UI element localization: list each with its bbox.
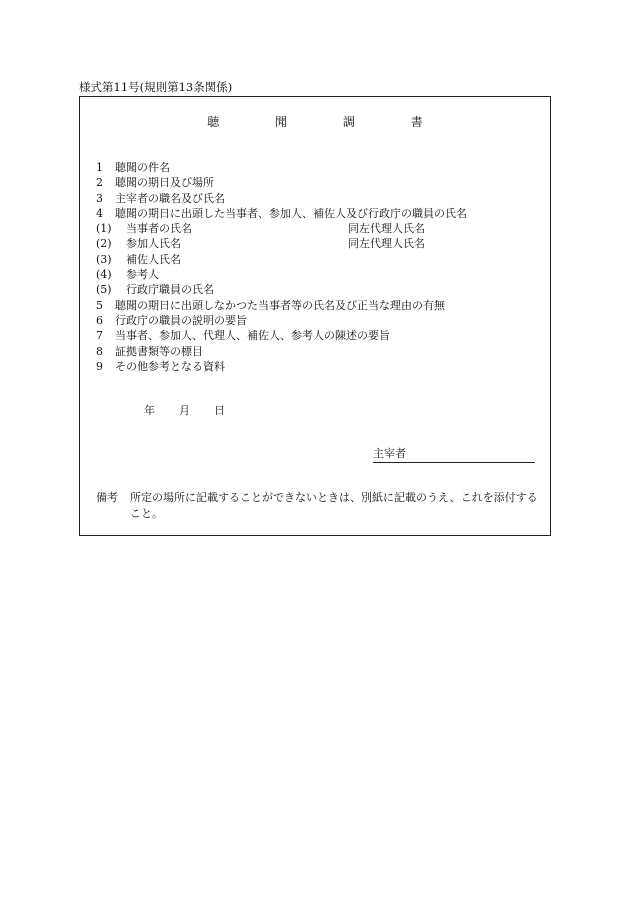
list-item — [96, 359, 546, 374]
month-label: 月 — [179, 404, 190, 417]
item-text: 聴聞の件名 — [115, 161, 170, 174]
representative-label: 同左代理人氏名 — [348, 237, 425, 251]
item-number: 3 — [96, 191, 103, 205]
sub-list-item — [96, 267, 546, 282]
form-number-label: 様式第11号(規則第13条関係) — [79, 80, 233, 94]
sub-item-number: (1) — [96, 222, 112, 236]
hearing-record-form — [79, 96, 551, 536]
item-number: 1 — [96, 161, 103, 174]
item-text: 証拠書類等の標目 — [115, 344, 203, 358]
presider-signature-line — [373, 447, 535, 463]
list-item — [96, 175, 546, 190]
sub-item-text: 参加人氏名 — [126, 237, 181, 251]
date-line — [144, 404, 225, 418]
item-list — [96, 160, 546, 374]
list-item — [96, 191, 546, 206]
item-text: 主宰者の職名及び氏名 — [115, 191, 225, 205]
list-item — [96, 344, 546, 359]
item-number: 4 — [96, 206, 103, 220]
item-text: 当事者、参加人、代理人、補佐人、参考人の陳述の要旨 — [115, 329, 390, 343]
remarks — [96, 490, 546, 522]
sub-item-number: (3) — [96, 252, 112, 266]
sub-item-text: 参考人 — [126, 268, 159, 282]
item-text: 聴聞の期日及び場所 — [115, 176, 214, 190]
year-label: 年 — [144, 404, 155, 417]
item-text: 聴聞の期日に出頭した当事者、参加人、補佐人及び行政庁の職員の氏名 — [115, 206, 467, 220]
day-label: 日 — [214, 404, 225, 417]
item-text: その他参考となる資料 — [115, 359, 225, 373]
list-item — [96, 313, 546, 328]
item-text: 聴聞の期日に出頭しなかつた当事者等の氏名及び正当な理由の有無 — [115, 298, 445, 312]
sub-item-number: (4) — [96, 268, 112, 282]
sub-list-item — [96, 236, 546, 251]
item-number: 7 — [96, 329, 103, 343]
sub-list-item — [96, 221, 546, 236]
list-item — [96, 328, 546, 343]
document-title: 聴 聞 調 書 — [207, 115, 449, 129]
sub-list-item — [96, 252, 546, 267]
sub-item-text: 行政庁職員の氏名 — [126, 283, 214, 297]
sub-list-item — [96, 282, 546, 297]
item-text: 行政庁の職員の説明の要旨 — [115, 313, 247, 327]
remarks-text: 所定の場所に記載することができないときは、別紙に記載のうえ、これを添付すること。 — [130, 491, 538, 520]
item-number: 6 — [96, 313, 103, 327]
list-item — [96, 160, 546, 175]
list-item — [96, 206, 546, 221]
sub-item-text: 当事者の氏名 — [126, 222, 192, 236]
item-number: 2 — [96, 176, 103, 190]
presider-label: 主宰者 — [373, 447, 406, 460]
sub-item-number: (2) — [96, 237, 112, 251]
sub-item-text: 補佐人氏名 — [126, 252, 181, 266]
list-item — [96, 298, 546, 313]
remarks-heading: 備考 — [96, 491, 118, 504]
representative-label: 同左代理人氏名 — [348, 222, 425, 236]
sub-item-number: (5) — [96, 283, 112, 297]
item-number: 8 — [96, 344, 103, 358]
item-number: 5 — [96, 298, 103, 312]
item-number: 9 — [96, 359, 103, 373]
